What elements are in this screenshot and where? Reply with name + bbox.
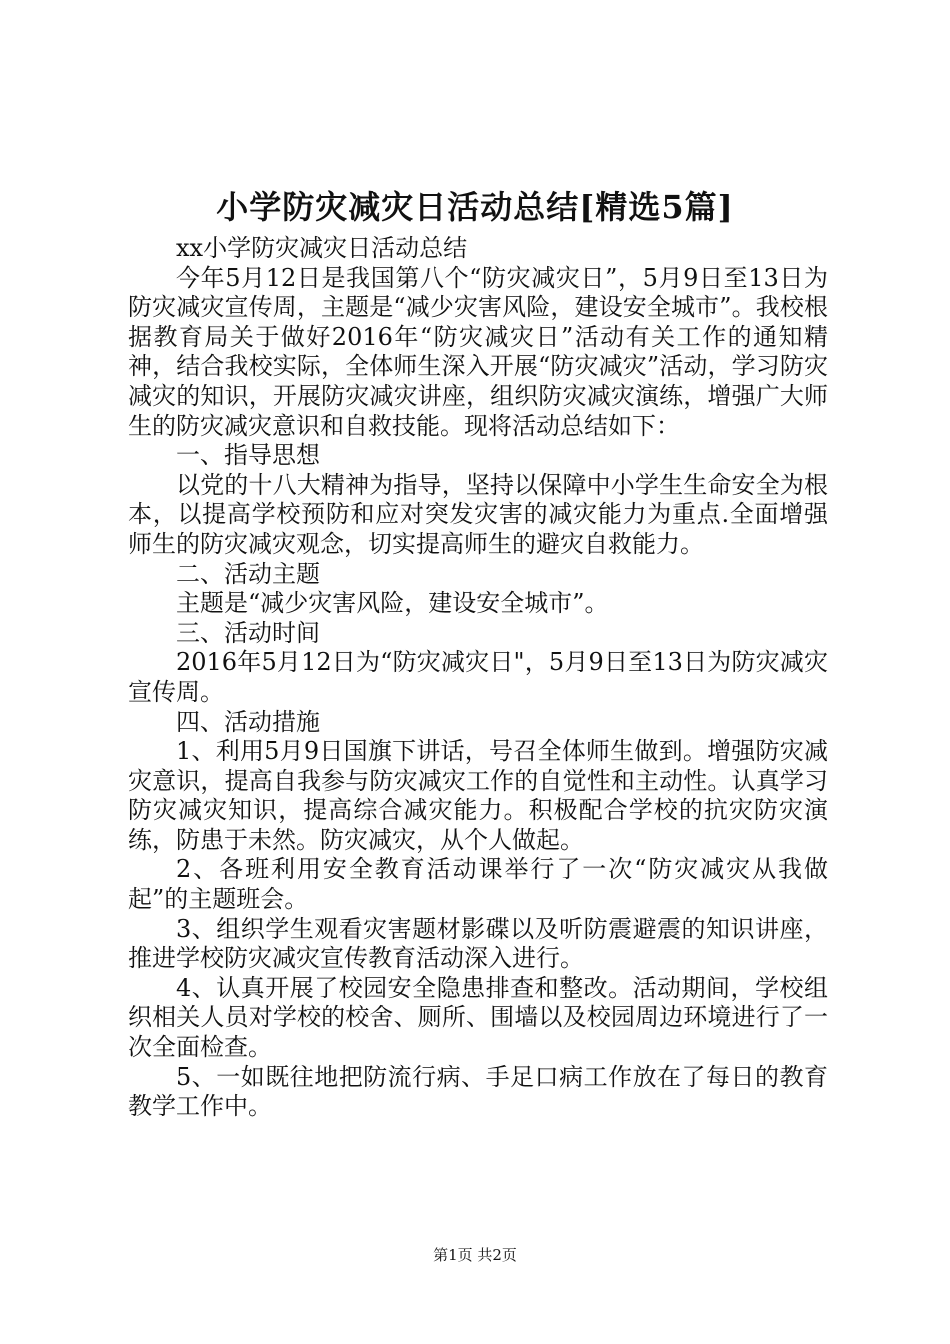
heading-guiding-thought: 一、指导思想 — [176, 441, 320, 470]
page-footer: 第1页 共2页 — [433, 1246, 517, 1264]
paragraph-measure-1: 1、利用5月9日国旗下讲话，号召全体师生做到。增强防灾减灾意识，提高自我参与防灾减灾工作的自觉性和主动性。认真学习防灾减灾知识，提高综合减灾能力。积极配合学校的抗灾防灾演练，防患于未然。防灾减灾，从个人做起。 — [128, 737, 828, 854]
paragraph-measure-5: 5、一如既往地把防流行病、手足口病工作放在了每日的教育教学工作中。 — [128, 1062, 828, 1121]
document-body — [128, 234, 828, 1122]
paragraph-guiding-thought: 以党的十八大精神为指导，坚持以保障中小学生生命安全为根本，以提高学校预防和应对突发灾害的减灾能力为重点.全面增强师生的防灾减灾观念，切实提高师生的避灾自救能力。 — [128, 470, 828, 558]
paragraph-intro: 今年5月12日是我国第八个“防灾减灾日”，5月9日至13日为防灾减灾宣传周，主题是“减少灾害风险，建设安全城市”。我校根据教育局关于做好2016年“防灾减灾日”活动有关工作的通知精神，结合我校实际，全体师生深入开展“防灾减灾”活动，学习防灾减灾的知识，开展防灾减灾讲座，组织防灾减灾演练，增强广大师生的防灾减灾意识和自救技能。现将活动总结如下： — [128, 263, 828, 440]
heading-activity-theme: 二、活动主题 — [176, 559, 320, 588]
paragraph-activity-time: 2016年5月12日为“防灾减灾日"，5月9日至13日为防灾减灾宣传周。 — [128, 648, 828, 706]
paragraph-measure-3: 3、组织学生观看灾害题材影碟以及听防震避震的知识讲座，推进学校防灾减灾宣传教育活动深入进行。 — [128, 914, 828, 973]
heading-activity-time: 三、活动时间 — [176, 618, 320, 647]
paragraph-activity-theme: 主题是“减少灾害风险，建设安全城市”。 — [176, 589, 609, 618]
document-title: 小学防灾减灾日活动总结[精选5篇] — [216, 188, 734, 226]
paragraph-measure-4: 4、认真开展了校园安全隐患排查和整改。活动期间，学校组织相关人员对学校的校舍、厕所、围墙以及校园周边环境进行了一次全面检查。 — [128, 973, 828, 1062]
heading-activity-measures: 四、活动措施 — [176, 707, 320, 736]
paragraph-measure-2: 2、各班利用安全教育活动课举行了一次“防灾减灾从我做起”的主题班会。 — [128, 855, 828, 914]
paragraph-subtitle: xx小学防灾减灾日活动总结 — [176, 234, 468, 262]
